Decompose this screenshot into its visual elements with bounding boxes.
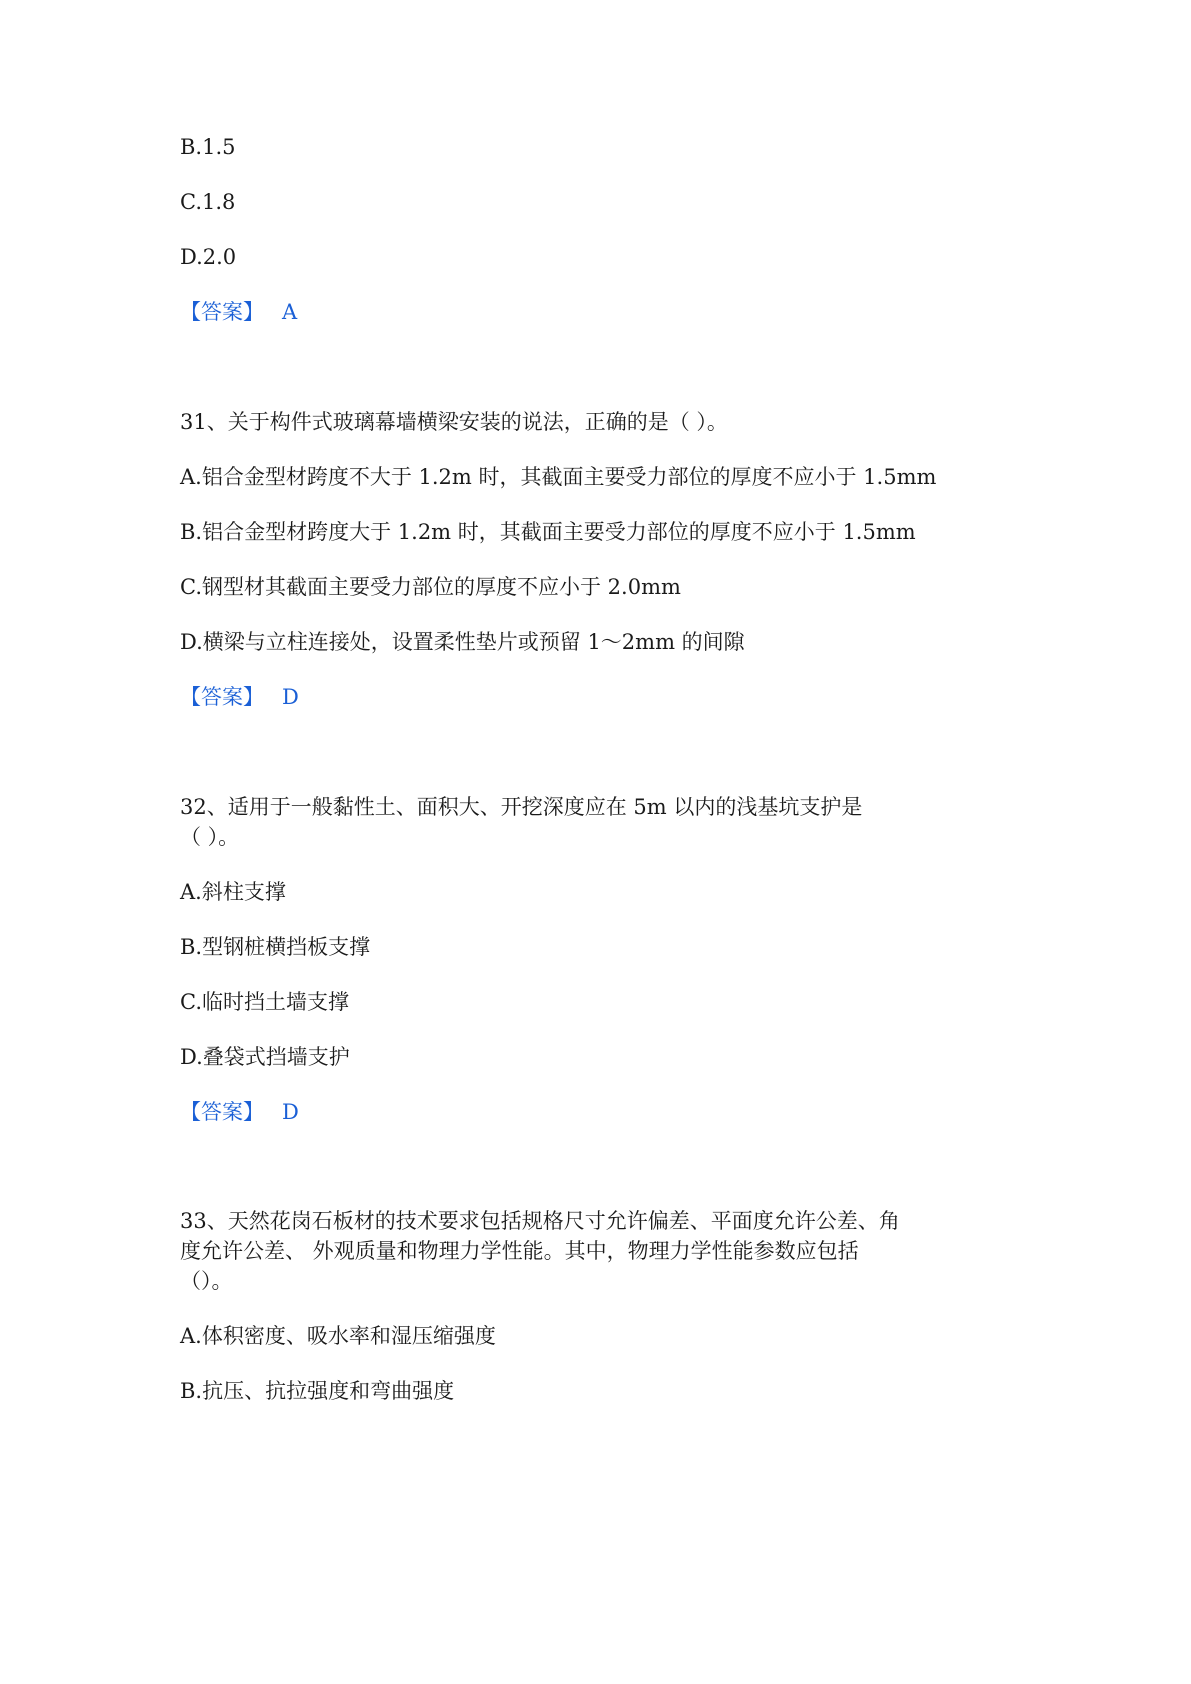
q33-stem-line-1: 33、天然花岗石板材的技术要求包括规格尺寸允许偏差、平面度允许公差、角	[180, 1209, 900, 1233]
q31-option-d: D.横梁与立柱连接处，设置柔性垫片或预留 1～2mm 的间隙	[180, 630, 745, 654]
answer-value: A	[282, 300, 298, 324]
q31-option-b: B.铝合金型材跨度大于 1.2m 时，其截面主要受力部位的厚度不应小于 1.5mm	[180, 520, 916, 544]
q32-option-a: A.斜柱支撑	[180, 880, 286, 904]
q32-answer	[180, 1097, 299, 1127]
answer-value: D	[282, 1100, 299, 1124]
q32-stem-line-1: 32、适用于一般黏性土、面积大、开挖深度应在 5m 以内的浅基坑支护是	[180, 795, 863, 819]
q32-option-d: D.叠袋式挡墙支护	[180, 1045, 350, 1069]
q33-stem-line-2: 度允许公差、 外观质量和物理力学性能。其中，物理力学性能参数应包括	[180, 1239, 859, 1263]
answer-tag: 【答案】	[180, 300, 264, 324]
answer-value: D	[282, 685, 299, 709]
q31-answer	[180, 682, 299, 712]
q31-option-a: A.铝合金型材跨度不大于 1.2m 时，其截面主要受力部位的厚度不应小于 1.5mm	[180, 465, 937, 489]
q33-stem-line-3: （）。	[180, 1269, 233, 1293]
q32-stem-line-2: （ ）。	[180, 825, 240, 849]
q30-answer	[180, 297, 297, 327]
q33-option-b: B.抗压、抗拉强度和弯曲强度	[180, 1379, 455, 1403]
q30-option-c: C.1.8	[180, 190, 236, 214]
q32-option-b: B.型钢桩横挡板支撑	[180, 935, 371, 959]
q31-stem: 31、关于构件式玻璃幕墙横梁安装的说法，正确的是（ ）。	[180, 410, 728, 434]
answer-tag: 【答案】	[180, 685, 264, 709]
q33-option-a: A.体积密度、吸水率和湿压缩强度	[180, 1324, 496, 1348]
q32-option-c: C.临时挡土墙支撑	[180, 990, 349, 1014]
q31-option-c: C.钢型材其截面主要受力部位的厚度不应小于 2.0mm	[180, 575, 681, 599]
q30-option-d: D.2.0	[180, 245, 237, 269]
q30-option-b: B.1.5	[180, 135, 236, 159]
answer-tag: 【答案】	[180, 1100, 264, 1124]
